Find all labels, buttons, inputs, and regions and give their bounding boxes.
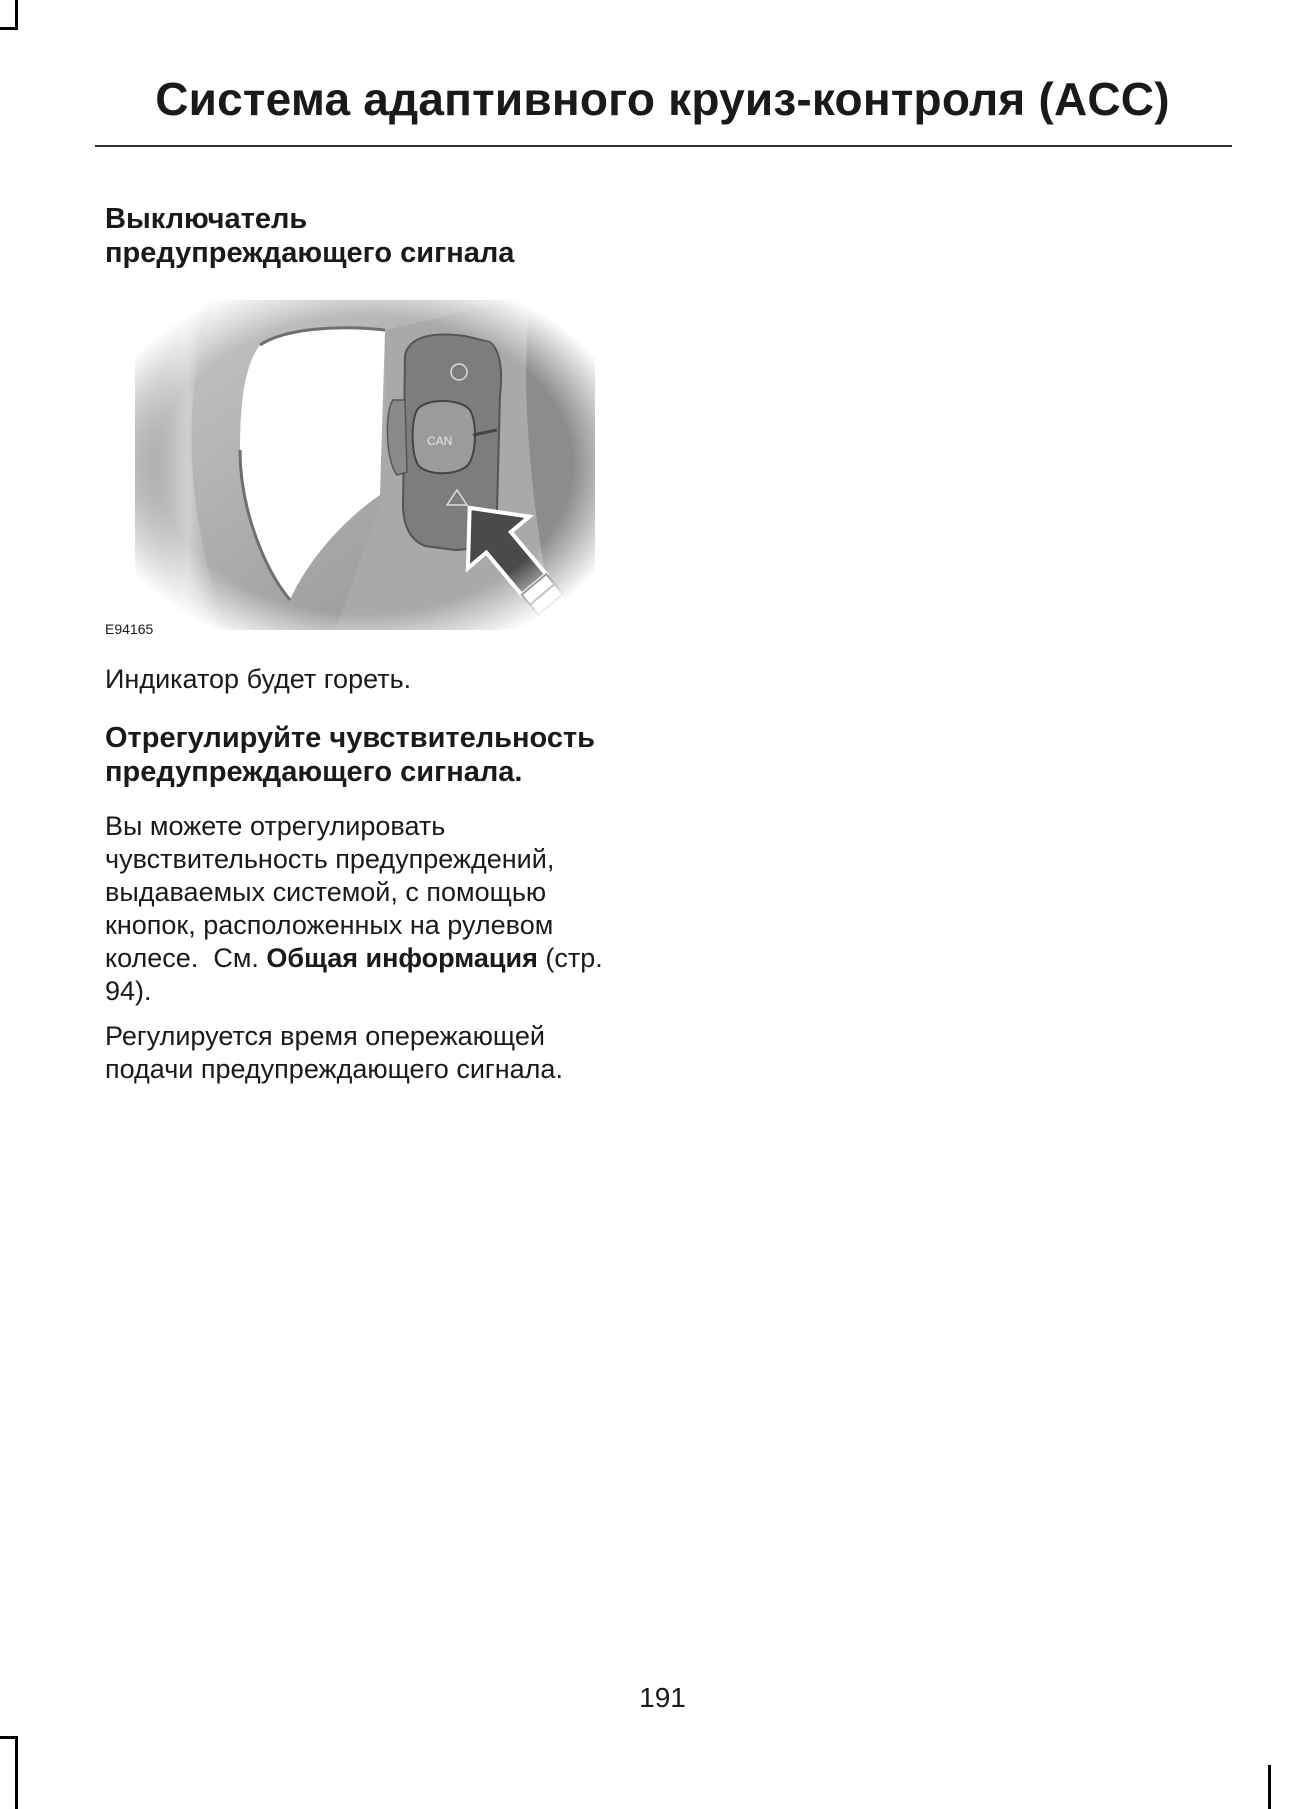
crop-mark-top-left-horizontal xyxy=(0,27,18,30)
text-line: Регулируется время опережающей xyxy=(105,1021,545,1051)
page-number: 191 xyxy=(639,1682,686,1713)
crop-mark-bottom-right-vertical xyxy=(1268,1765,1271,1809)
steering-wheel-illustration xyxy=(135,300,595,630)
heading-line: предупреждающего сигнала. xyxy=(105,756,523,788)
crop-mark-bottom-left-vertical xyxy=(15,1736,18,1809)
heading-line: Отрегулируйте чувствительность xyxy=(105,722,595,754)
text-line: 94). xyxy=(105,976,152,1006)
heading-line: предупреждающего сигнала xyxy=(105,237,515,269)
text-line: Вы можете отрегулировать xyxy=(105,811,446,841)
paragraph-timing xyxy=(105,1020,665,1086)
text-line: чувствительность предупреждений, xyxy=(105,844,555,874)
section-heading-adjust-sensitivity xyxy=(105,721,665,789)
paragraph-indicator: Индикатор будет гореть. xyxy=(105,664,412,694)
crop-mark-top-left-vertical xyxy=(15,0,18,30)
text-line: колесе. См. xyxy=(105,943,267,973)
header-divider xyxy=(95,145,1232,147)
heading-line: Выключатель xyxy=(105,203,308,235)
text-line: подачи предупреждающего сигнала. xyxy=(105,1054,563,1084)
text-line: кнопок, расположенных на рулевом xyxy=(105,910,554,940)
section-heading-warning-switch xyxy=(105,202,665,270)
paragraph-adjust-info xyxy=(105,810,665,1008)
general-info-link[interactable]: Общая информация xyxy=(266,943,538,973)
text-line: (стр. xyxy=(537,943,603,973)
figure-id: E94165 xyxy=(105,621,154,637)
page-title: Система адаптивного круиз-контроля (ACC) xyxy=(155,73,1170,125)
text-line: выдаваемых системой, с помощью xyxy=(105,877,547,907)
